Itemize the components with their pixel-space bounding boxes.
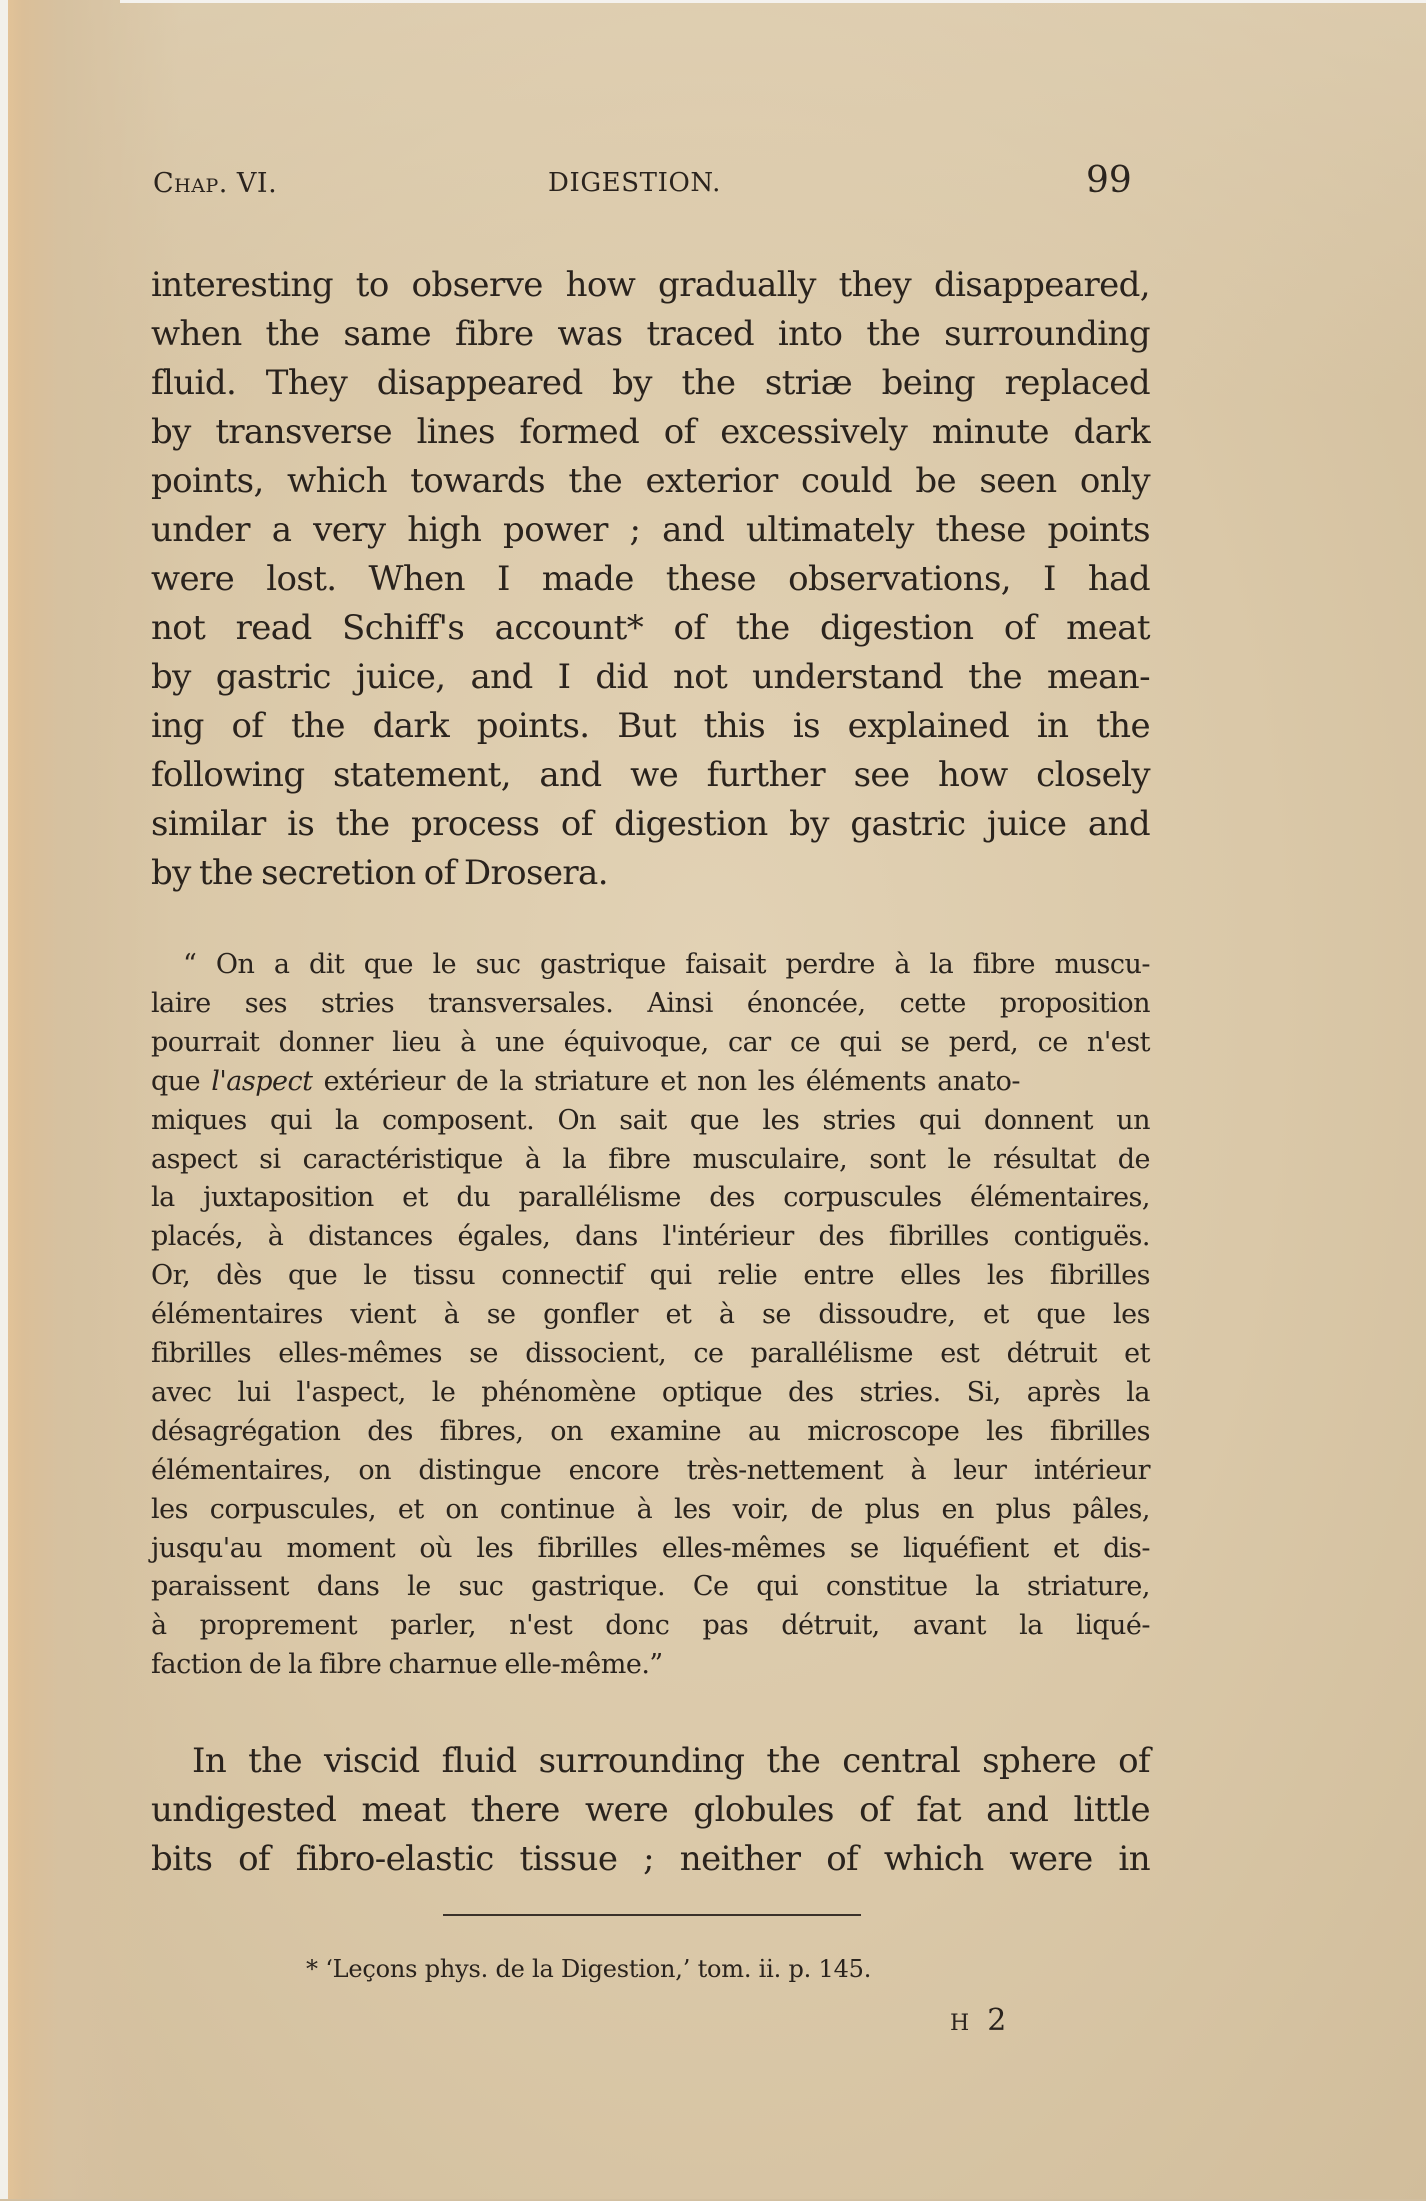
quote-line: jusqu'au moment où les fibrilles elles-mêmes se liquéfient et dis- <box>151 1533 1150 1564</box>
quote-line: pourrait donner lieu à une équivoque, car ce qui se perd, ce n'est <box>151 1027 1150 1058</box>
quote-line: miques qui la composent. On sait que les stries qui donnent un <box>151 1105 1150 1136</box>
text-line: bits of fibro-elastic tissue ; neither of which were in <box>151 1839 1150 1879</box>
text-line: by transverse lines formed of excessively minute dark <box>151 412 1150 452</box>
scan-edge-top <box>120 0 1426 3</box>
footnote-rule <box>443 1914 861 1916</box>
quote-line: élémentaires vient à se gonfler et à se dissoudre, et que les <box>151 1299 1150 1330</box>
text-line: undigested meat there were globules of fat and little <box>151 1790 1150 1830</box>
quote-line: Or, dès que le tissu connectif qui relie entre elles les fibrilles <box>151 1260 1150 1291</box>
quote-line: les corpuscules, et on continue à les voir, de plus en plus pâles, <box>151 1494 1150 1525</box>
chapter-label: Chap. VI. <box>153 168 278 199</box>
text-line: points, which towards the exterior could be seen only <box>151 461 1150 501</box>
italic-emphasis: l'aspect <box>211 1066 313 1097</box>
running-header <box>153 160 1153 210</box>
quote-line: paraissent dans le suc gastrique. Ce qui constitue la striature, <box>151 1571 1150 1602</box>
printer-signature-mark <box>950 2003 1006 2038</box>
quote-line <box>151 1064 1150 1100</box>
quote-line: laire ses stries transversales. Ainsi énoncée, cette proposition <box>151 988 1150 1019</box>
quote-line: élémentaires, on distingue encore très-nettement à leur intérieur <box>151 1455 1150 1486</box>
text-line: by gastric juice, and I did not understand the mean- <box>151 657 1150 697</box>
signature-number: 2 <box>987 2003 1007 2038</box>
quote-line: avec lui l'aspect, le phénomène optique des stries. Si, après la <box>151 1377 1150 1408</box>
text-line: under a very high power ; and ultimately these points <box>151 510 1150 550</box>
quote-line: “ On a dit que le suc gastrique faisait perdre à la fibre muscu- <box>183 949 1150 980</box>
page-number: 99 <box>1086 160 1132 201</box>
text-line: ing of the dark points. But this is explained in the <box>151 706 1150 746</box>
quote-text: extérieur de la striature et non les éléments anato- <box>312 1066 1020 1097</box>
text-line: following statement, and we further see how closely <box>151 755 1150 795</box>
text-line: interesting to observe how gradually they disappeared, <box>151 265 1150 305</box>
quote-line: faction de la fibre charnue elle-même.” <box>151 1649 663 1680</box>
quote-text: que <box>151 1066 212 1097</box>
footnote: * ‘Leçons phys. de la Digestion,’ tom. ii. p. 145. <box>306 1955 872 1983</box>
text-line: when the same fibre was traced into the surrounding <box>151 314 1150 354</box>
text-line: by the secretion of Drosera. <box>151 853 608 893</box>
quote-line: à proprement parler, n'est donc pas détruit, avant la liqué- <box>151 1610 1150 1641</box>
section-title: DIGESTION. <box>548 168 721 198</box>
text-line: not read Schiff's account* of the digestion of meat <box>151 608 1150 648</box>
text-line: were lost. When I made these observations, I had <box>151 559 1150 599</box>
text-line: similar is the process of digestion by gastric juice and <box>151 804 1150 844</box>
quote-line: fibrilles elles-mêmes se dissocient, ce parallélisme est détruit et <box>151 1338 1150 1369</box>
quote-line: la juxtaposition et du parallélisme des corpuscules élémentaires, <box>151 1182 1150 1213</box>
quote-line: aspect si caractéristique à la fibre musculaire, sont le résultat de <box>151 1144 1150 1175</box>
quote-line: désagrégation des fibres, on examine au microscope les fibrilles <box>151 1416 1150 1447</box>
quote-line: placés, à distances égales, dans l'intérieur des fibrilles contiguës. <box>151 1221 1150 1252</box>
signature-letter: H <box>950 2011 971 2036</box>
text-line: In the viscid fluid surrounding the central sphere of <box>192 1741 1150 1781</box>
scan-edge-left <box>0 0 8 2201</box>
text-line: fluid. They disappeared by the striæ being replaced <box>151 363 1150 403</box>
